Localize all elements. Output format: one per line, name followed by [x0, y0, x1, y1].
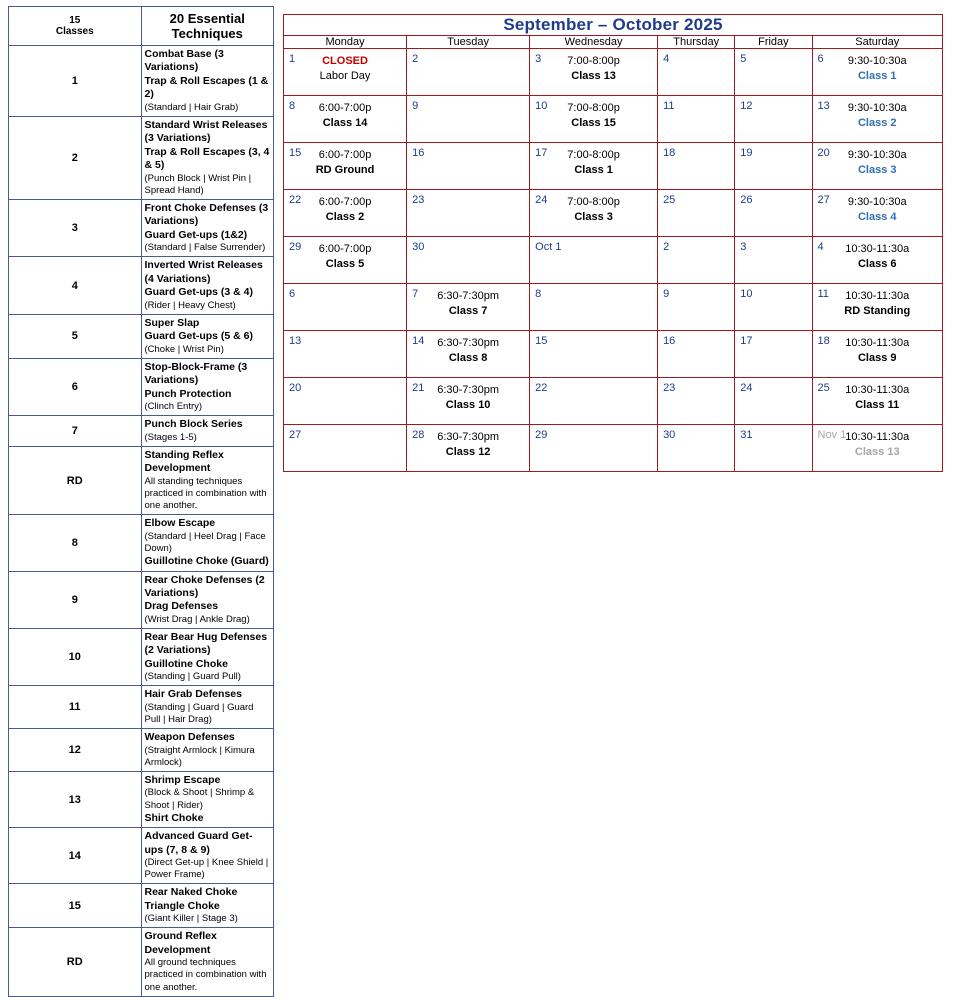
technique-detail	[141, 928, 274, 996]
technique-detail	[141, 629, 274, 686]
technique-number: 6	[9, 358, 142, 415]
calendar-day-cell[interactable]	[284, 190, 407, 237]
day-header-thursday: Thursday	[658, 36, 735, 49]
technique-detail	[141, 771, 274, 827]
day-number: 27	[817, 194, 830, 206]
event-time: 10:30-11:30a	[845, 431, 910, 443]
day-header-tuesday: Tuesday	[407, 36, 530, 49]
day-number: 6	[289, 288, 296, 300]
calendar-week-row	[284, 284, 943, 331]
calendar-event	[530, 96, 657, 131]
day-number: 17	[535, 147, 548, 159]
technique-variations: (Straight Armlock | Kimura Armlock)	[144, 744, 255, 768]
day-number: 28	[412, 429, 425, 441]
technique-detail	[141, 416, 274, 447]
technique-number: 1	[9, 46, 142, 117]
day-number: 25	[663, 194, 676, 206]
technique-row	[9, 257, 274, 314]
calendar-event	[530, 49, 657, 84]
event-time: CLOSED	[322, 55, 368, 67]
calendar-week-row	[284, 331, 943, 378]
day-number: 19	[740, 147, 753, 159]
calendar-week-row	[284, 425, 943, 472]
technique-variations: (Clinch Entry)	[144, 401, 203, 413]
event-time: 6:30-7:30pm	[437, 384, 499, 396]
technique-detail	[141, 686, 274, 729]
calendar-day-cell[interactable]	[735, 378, 812, 425]
technique-detail	[141, 571, 274, 628]
day-number: 7	[412, 288, 419, 300]
day-header-monday: Monday	[284, 36, 407, 49]
day-number: 13	[289, 335, 302, 347]
day-number: 12	[740, 100, 753, 112]
technique-line: Guard Get-ups (5 & 6)	[144, 330, 254, 343]
event-label: Class 14	[322, 116, 368, 129]
calendar-day-cell[interactable]	[530, 237, 658, 284]
event-time: 9:30-10:30a	[847, 55, 907, 67]
technique-line: Guard Get-ups (1&2)	[144, 228, 248, 241]
event-time: 6:30-7:30pm	[437, 290, 499, 302]
calendar-day-cell[interactable]	[407, 425, 530, 472]
calendar-day-cell[interactable]	[735, 237, 812, 284]
technique-number: 15	[9, 884, 142, 928]
day-number: 16	[663, 335, 676, 347]
techniques-table	[8, 6, 274, 997]
calendar-day-cell[interactable]	[735, 49, 812, 96]
technique-number: 9	[9, 571, 142, 628]
day-header-wednesday: Wednesday	[530, 36, 658, 49]
calendar-day-cell[interactable]	[284, 425, 407, 472]
technique-row	[9, 729, 274, 772]
technique-line: Stop-Block-Frame (3 Variations)	[144, 360, 248, 387]
calendar-event	[407, 331, 529, 366]
event-time: 10:30-11:30a	[845, 384, 910, 396]
technique-row	[9, 928, 274, 996]
technique-number: 5	[9, 314, 142, 358]
technique-detail	[141, 729, 274, 772]
day-number: 20	[817, 147, 830, 159]
calendar-event	[813, 378, 943, 413]
techniques-class-count	[9, 7, 142, 46]
technique-variations: (Standing | Guard | Guard Pull | Hair Drag)	[144, 701, 254, 726]
technique-row	[9, 771, 274, 827]
calendar-event	[407, 284, 529, 319]
day-number: 9	[412, 100, 419, 112]
calendar-event	[813, 190, 943, 225]
calendar-event	[813, 49, 943, 84]
event-label: Class 2	[325, 210, 365, 223]
day-number: 2	[663, 241, 670, 253]
technique-variations: (Standing | Guard Pull)	[144, 671, 241, 683]
calendar-day-cell[interactable]	[530, 190, 658, 237]
technique-detail	[141, 447, 274, 515]
day-number: 8	[535, 288, 542, 300]
event-label: Labor Day	[319, 69, 371, 82]
day-number: 18	[663, 147, 676, 159]
class-count-label: Classes	[55, 26, 94, 37]
calendar-day-cell[interactable]	[812, 49, 943, 96]
calendar-day-cell[interactable]	[812, 425, 943, 472]
technique-number: 3	[9, 199, 142, 256]
calendar-day-cell[interactable]	[658, 237, 735, 284]
day-number: 10	[740, 288, 753, 300]
calendar-day-cell[interactable]	[407, 237, 530, 284]
technique-row	[9, 629, 274, 686]
technique-number: 11	[9, 686, 142, 729]
calendar-day-cell[interactable]	[658, 331, 735, 378]
technique-line: Standard Wrist Releases (3 Variations)	[144, 118, 268, 145]
calendar-title-row	[284, 15, 943, 36]
calendar-day-cell[interactable]	[812, 378, 943, 425]
event-label: Class 15	[571, 116, 616, 129]
day-header-saturday: Saturday	[812, 36, 943, 49]
day-header-friday: Friday	[735, 36, 812, 49]
technique-detail	[141, 116, 274, 199]
calendar-day-cell[interactable]	[658, 284, 735, 331]
event-time: 9:30-10:30a	[847, 149, 907, 161]
day-number: 15	[535, 335, 548, 347]
calendar-event	[813, 284, 943, 319]
calendar-body	[284, 49, 943, 472]
technique-row	[9, 116, 274, 199]
event-time: 10:30-11:30a	[845, 243, 910, 255]
calendar-day-cell[interactable]	[407, 49, 530, 96]
technique-variations: (Wrist Drag | Ankle Drag)	[144, 613, 250, 625]
day-number: 14	[412, 335, 425, 347]
technique-line: Guard Get-ups (3 & 4)	[144, 286, 254, 299]
event-time: 7:00-8:00p	[567, 102, 620, 114]
day-number: 29	[289, 241, 302, 253]
calendar-week-row	[284, 190, 943, 237]
technique-row	[9, 686, 274, 729]
day-number: 9	[663, 288, 670, 300]
event-label: Class 9	[857, 351, 897, 364]
event-time: 6:00-7:00p	[318, 149, 372, 161]
event-label: Class 1	[574, 163, 613, 176]
calendar-day-cell[interactable]	[658, 143, 735, 190]
technique-number: RD	[9, 447, 142, 515]
calendar-day-cell[interactable]	[735, 284, 812, 331]
day-number: 21	[412, 382, 425, 394]
day-number: 4	[663, 53, 670, 65]
calendar-day-cell[interactable]	[407, 143, 530, 190]
day-number: 23	[663, 382, 676, 394]
calendar-day-cell[interactable]	[658, 96, 735, 143]
technique-detail	[141, 46, 274, 117]
technique-detail	[141, 199, 274, 256]
technique-line: Combat Base (3 Variations)	[144, 48, 224, 74]
technique-row	[9, 46, 274, 117]
event-label: Class 3	[574, 210, 613, 223]
technique-line: Rear Bear Hug Defenses (2 Variations)	[144, 631, 268, 657]
day-number: 22	[289, 194, 302, 206]
day-number: 29	[535, 429, 548, 441]
technique-variations: (Rider | Heavy Chest)	[144, 299, 236, 311]
event-label: Class 12	[445, 445, 491, 458]
calendar-day-cell[interactable]	[284, 237, 407, 284]
day-number: 3	[535, 53, 542, 65]
calendar-event	[407, 378, 529, 413]
calendar-day-cell[interactable]	[658, 190, 735, 237]
technique-line: Super Slap	[144, 316, 200, 329]
calendar-day-cell[interactable]	[658, 425, 735, 472]
technique-line: Trap & Roll Escapes (1 & 2)	[144, 74, 269, 101]
technique-variations: (Standard | Hair Grab)	[144, 101, 239, 113]
techniques-title: 20 Essential Techniques	[141, 7, 274, 46]
technique-variations: (Choke | Wrist Pin)	[144, 343, 224, 355]
day-number: 16	[412, 147, 425, 159]
technique-line: Rear Choke Defenses (2 Variations)	[144, 573, 265, 599]
event-label: Class 4	[857, 210, 897, 223]
technique-line: Guillotine Choke (Guard)	[144, 555, 269, 568]
day-number: Nov 1	[817, 429, 847, 441]
day-number: 1	[289, 53, 296, 65]
day-number: 6	[817, 53, 824, 65]
calendar-day-cell[interactable]	[530, 378, 658, 425]
day-number: 5	[740, 53, 747, 65]
day-number: 27	[289, 429, 302, 441]
event-label: Class 10	[445, 398, 491, 411]
event-time: 6:30-7:30pm	[437, 431, 499, 443]
technique-variations: All ground techniques practiced in combination with one another.	[144, 957, 267, 993]
event-label: RD Standing	[844, 304, 911, 317]
technique-detail	[141, 257, 274, 314]
event-label: Class 5	[325, 257, 365, 270]
calendar-day-cell[interactable]	[284, 284, 407, 331]
calendar-day-cell[interactable]	[530, 49, 658, 96]
day-number: 31	[740, 429, 753, 441]
technique-number: 7	[9, 416, 142, 447]
techniques-body	[9, 46, 274, 997]
calendar-day-cell[interactable]	[658, 378, 735, 425]
event-label: Class 3	[857, 163, 897, 176]
technique-row	[9, 515, 274, 571]
calendar-event	[813, 331, 943, 366]
technique-line: Trap & Roll Escapes (3, 4 & 5)	[144, 145, 270, 172]
technique-variations: (Standard | Heel Drag | Face Down)	[144, 530, 266, 554]
technique-line: Advanced Guard Get-ups (7, 8 & 9)	[144, 830, 253, 856]
calendar-day-cell[interactable]	[530, 143, 658, 190]
calendar-day-cell[interactable]	[812, 190, 943, 237]
calendar-day-cell[interactable]	[530, 331, 658, 378]
event-time: 6:00-7:00p	[318, 196, 372, 208]
event-time: 9:30-10:30a	[847, 102, 907, 114]
event-label: Class 2	[857, 116, 897, 129]
calendar-day-cell[interactable]	[530, 96, 658, 143]
calendar-day-cell[interactable]	[284, 331, 407, 378]
calendar-day-cell[interactable]	[812, 284, 943, 331]
technique-variations: (Stages 1-5)	[144, 431, 197, 443]
event-label: Class 11	[855, 398, 900, 411]
calendar-day-cell[interactable]	[658, 49, 735, 96]
technique-line: Shrimp Escape	[144, 773, 221, 786]
day-number: 4	[817, 241, 824, 253]
calendar-week-row	[284, 143, 943, 190]
calendar-day-cell[interactable]	[284, 96, 407, 143]
technique-line: Shirt Choke	[144, 811, 204, 824]
technique-line: Hair Grab Defenses	[144, 688, 242, 701]
calendar-week-row	[284, 96, 943, 143]
event-time: 6:30-7:30pm	[437, 337, 499, 349]
day-number: 30	[663, 429, 676, 441]
event-time: 7:00-8:00p	[567, 149, 620, 161]
technique-detail	[141, 828, 274, 884]
calendar-day-cell[interactable]	[530, 284, 658, 331]
calendar-day-cell[interactable]	[735, 143, 812, 190]
calendar-day-cell[interactable]	[407, 331, 530, 378]
calendar-day-cell[interactable]	[812, 331, 943, 378]
event-time: 10:30-11:30a	[845, 290, 910, 302]
technique-line: Front Choke Defenses (3 Variations)	[144, 201, 269, 228]
day-number: 26	[740, 194, 753, 206]
calendar-event	[813, 143, 943, 178]
calendar-panel	[283, 14, 943, 472]
technique-number: 8	[9, 515, 142, 571]
calendar-event	[284, 237, 406, 272]
day-number: 30	[412, 241, 425, 253]
technique-number: 2	[9, 116, 142, 199]
calendar-day-cell[interactable]	[735, 425, 812, 472]
technique-variations: (Giant Killer | Stage 3)	[144, 913, 238, 925]
technique-number: 12	[9, 729, 142, 772]
event-time: 7:00-8:00p	[567, 55, 620, 67]
calendar-event	[284, 190, 406, 225]
day-number: 13	[817, 100, 830, 112]
day-number: 24	[740, 382, 753, 394]
technique-variations: (Block & Shoot | Shrimp & Shoot | Rider)	[144, 787, 255, 811]
day-number: 24	[535, 194, 548, 206]
technique-row	[9, 358, 274, 415]
calendar-day-cell[interactable]	[530, 425, 658, 472]
day-number: 11	[663, 100, 675, 112]
calendar-table	[283, 14, 943, 472]
calendar-title: September – October 2025	[284, 15, 943, 36]
day-number: 15	[289, 147, 302, 159]
technique-line: Weapon Defenses	[144, 731, 235, 744]
calendar-day-cell[interactable]	[407, 96, 530, 143]
technique-number: 10	[9, 629, 142, 686]
calendar-day-cell[interactable]	[407, 378, 530, 425]
calendar-event	[530, 143, 657, 178]
calendar-day-cell[interactable]	[407, 284, 530, 331]
calendar-day-cell[interactable]	[284, 378, 407, 425]
day-number: 11	[817, 288, 829, 300]
day-number: 22	[535, 382, 548, 394]
technique-line: Punch Block Series	[144, 418, 243, 431]
calendar-day-cell[interactable]	[284, 49, 407, 96]
technique-detail	[141, 884, 274, 928]
calendar-dayheader-row	[284, 36, 943, 49]
calendar-week-row	[284, 378, 943, 425]
calendar-event	[284, 143, 406, 178]
day-number: 10	[535, 100, 548, 112]
event-time: 6:00-7:00p	[318, 102, 372, 114]
technique-line: Guillotine Choke	[144, 657, 228, 670]
calendar-day-cell[interactable]	[812, 143, 943, 190]
calendar-day-cell[interactable]	[735, 190, 812, 237]
event-label: Class 13	[571, 69, 616, 82]
calendar-event	[407, 425, 529, 460]
technique-line: Drag Defenses	[144, 600, 219, 613]
event-label: Class 1	[857, 69, 897, 82]
calendar-day-cell[interactable]	[812, 237, 943, 284]
calendar-event	[813, 96, 943, 131]
event-label: Class 13	[854, 445, 900, 458]
technique-line: Punch Protection	[144, 387, 232, 400]
technique-row	[9, 416, 274, 447]
technique-line: Standing Reflex Development	[144, 449, 224, 475]
day-number: 25	[817, 382, 830, 394]
day-number: 20	[289, 382, 302, 394]
calendar-event	[530, 190, 657, 225]
technique-variations: (Standard | False Surrender)	[144, 242, 266, 254]
technique-row	[9, 447, 274, 515]
event-time: 6:00-7:00p	[318, 243, 372, 255]
event-label: Class 7	[448, 304, 488, 317]
day-number: Oct 1	[535, 241, 562, 253]
calendar-day-cell[interactable]	[735, 331, 812, 378]
technique-row	[9, 828, 274, 884]
day-number: 23	[412, 194, 425, 206]
technique-number: 4	[9, 257, 142, 314]
day-number: 8	[289, 100, 296, 112]
technique-number: 14	[9, 828, 142, 884]
technique-number: 13	[9, 771, 142, 827]
technique-detail	[141, 314, 274, 358]
technique-row	[9, 199, 274, 256]
day-number: 2	[412, 53, 419, 65]
event-label: Class 8	[448, 351, 488, 364]
calendar-week-row	[284, 237, 943, 284]
technique-line: Triangle Choke	[144, 899, 220, 912]
technique-row	[9, 314, 274, 358]
event-time: 10:30-11:30a	[845, 337, 910, 349]
technique-line: Elbow Escape	[144, 517, 216, 530]
calendar-event	[284, 49, 406, 84]
calendar-day-cell[interactable]	[812, 96, 943, 143]
event-label: RD Ground	[315, 163, 375, 176]
event-time: 7:00-8:00p	[567, 196, 620, 208]
technique-detail	[141, 515, 274, 571]
techniques-header-row	[9, 7, 274, 46]
day-number: 18	[817, 335, 830, 347]
class-count-number: 15	[69, 14, 81, 26]
day-number: 3	[740, 241, 747, 253]
event-time: 9:30-10:30a	[847, 196, 907, 208]
calendar-day-cell[interactable]	[735, 96, 812, 143]
technique-line: Ground Reflex Development	[144, 930, 217, 956]
calendar-day-cell[interactable]	[284, 143, 407, 190]
technique-line: Rear Naked Choke	[144, 886, 238, 899]
technique-row	[9, 884, 274, 928]
event-label: Class 6	[857, 257, 897, 270]
technique-number: RD	[9, 928, 142, 996]
technique-line: Inverted Wrist Releases (4 Variations)	[144, 259, 263, 285]
techniques-panel	[8, 6, 274, 997]
technique-variations: (Punch Block | Wrist Pin | Spread Hand)	[144, 172, 252, 196]
technique-variations: All standing techniques practiced in combination with one another.	[144, 475, 267, 512]
calendar-event	[813, 237, 943, 272]
technique-row	[9, 571, 274, 628]
calendar-week-row	[284, 49, 943, 96]
calendar-event	[284, 96, 406, 131]
technique-variations: (Direct Get-up | Knee Shield | Power Frame)	[144, 857, 269, 881]
calendar-day-cell[interactable]	[407, 190, 530, 237]
day-number: 17	[740, 335, 753, 347]
technique-detail	[141, 358, 274, 415]
